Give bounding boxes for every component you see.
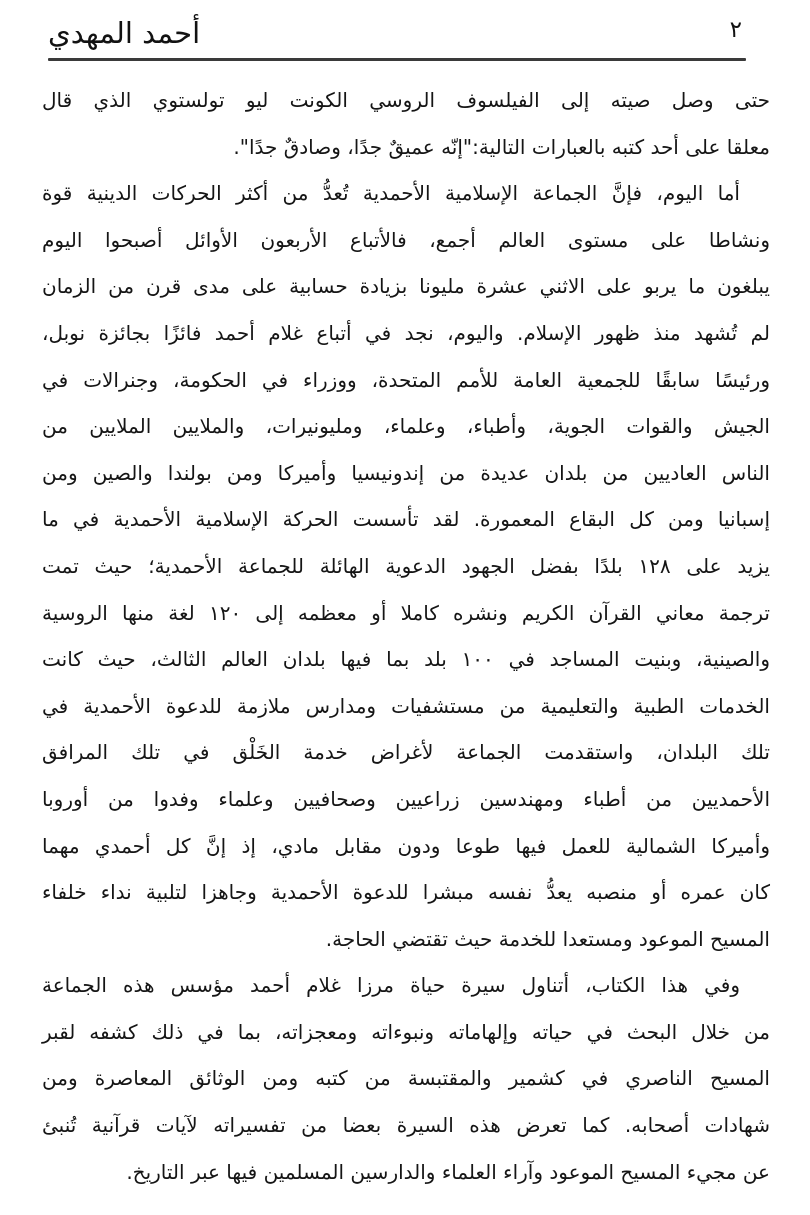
text-line: والصينية، وبنيت المساجد في ١٠٠ بلد بما فيها بلدان العالم الثالث، حيث كانت	[42, 647, 770, 672]
text-line: حتى وصل صيته إلى الفيلسوف الروسي الكونت ليو تولستوي الذي قال	[42, 88, 770, 112]
text-line: يزيد على ١٢٨ بلدًا بفضل الجهود الدعوية الهائلة للجماعة الأحمدية؛ حيث تمت	[42, 553, 770, 578]
text-line: عن مجيء المسيح الموعود وآراء العلماء والدارسين المسلمين فيها عبر التاريخ.	[126, 1159, 770, 1184]
text-line: شهادات أصحابه. كما تعرض هذه السيرة بعضا من تفسيراته لآيات قرآنية تُنبئ	[42, 1113, 770, 1138]
page-header	[0, 0, 810, 58]
text-line: معلقا على أحد كتبه بالعبارات التالية:"إنّه عميقٌ جدًا، وصادقٌ جدًا".	[233, 134, 770, 159]
body-text	[0, 61, 810, 1195]
text-line: وأميركا الشمالية للعمل فيها طوعا ودون مقابل مادي، إذ إنَّ كل أحمدي مهما	[42, 833, 770, 858]
text-line: وفي هذا الكتاب، أتناول سيرة حياة مرزا غلام أحمد مؤسس هذه الجماعة	[42, 973, 740, 998]
text-line: تلك البلدان، واستقدمت الجماعة لأغراض خدمة الخَلْق في تلك المرافق	[42, 740, 770, 765]
text-line: من خلال البحث في حياته وإلهاماته ونبوءاته ومعجزاته، بما في ذلك كشفه لقبر	[42, 1019, 770, 1044]
page-number: ٢	[729, 17, 742, 43]
text-line: أما اليوم، فإنَّ الجماعة الإسلامية الأحمدية تُعدُّ من أكثر الحركات الدينية قوة	[42, 181, 740, 206]
text-line: المسيح الموعود ومستعدا للخدمة حيث تقتضي الحاجة.	[325, 926, 770, 951]
text-line: إسبانيا ومن كل البقاع المعمورة. لقد تأسست الحركة الإسلامية الأحمدية في ما	[42, 507, 770, 532]
text-line: الناس العاديين من بلدان عديدة من إندونيسيا وأميركا ومن بولندا والصين ومن	[42, 460, 770, 485]
text-line: ورئيسًا سابقًا للجمعية العامة للأمم المتحدة، ووزراء في الحكومة، وجنرالات في	[42, 367, 770, 392]
text-line: يبلغون ما يربو على الاثني عشرة مليونا بزيادة حسابية على مدى قرن من الزمان	[42, 274, 770, 299]
text-line: الخدمات الطبية والتعليمية من مستشفيات ومدارس ملازمة للدعوة الأحمدية في	[42, 693, 770, 718]
text-line: ترجمة معاني القرآن الكريم ونشره كاملا أو معظمه إلى ١٢٠ لغة منها الروسية	[42, 600, 770, 625]
text-line: لم تُشهد منذ ظهور الإسلام. واليوم، نجد في أتباع غلام أحمد فائزًا بجائزة نوبل،	[42, 320, 770, 345]
text-line: كان عمره أو منصبه يعدُّ نفسه مبشرا للدعوة الأحمدية وجاهزا لتلبية نداء خلفاء	[42, 880, 770, 905]
text-line: الأحمديين من أطباء ومهندسين زراعيين وصحافيين وعلماء وفدوا من أوروبا	[42, 786, 770, 811]
text-line: المسيح الناصري في كشمير والمقتبسة من كتبه ومن الوثائق المعاصرة ومن	[42, 1066, 770, 1091]
text-line: ونشاطا على مستوى العالم أجمع، فالأتباع الأربعون الأوائل أصبحوا اليوم	[42, 227, 770, 252]
text-line: الجيش والقوات الجوية، وأطباء، وعلماء، ومليونيرات، والملايين الملايين من	[42, 414, 770, 439]
book-title: أحمد المهدي	[48, 16, 201, 50]
